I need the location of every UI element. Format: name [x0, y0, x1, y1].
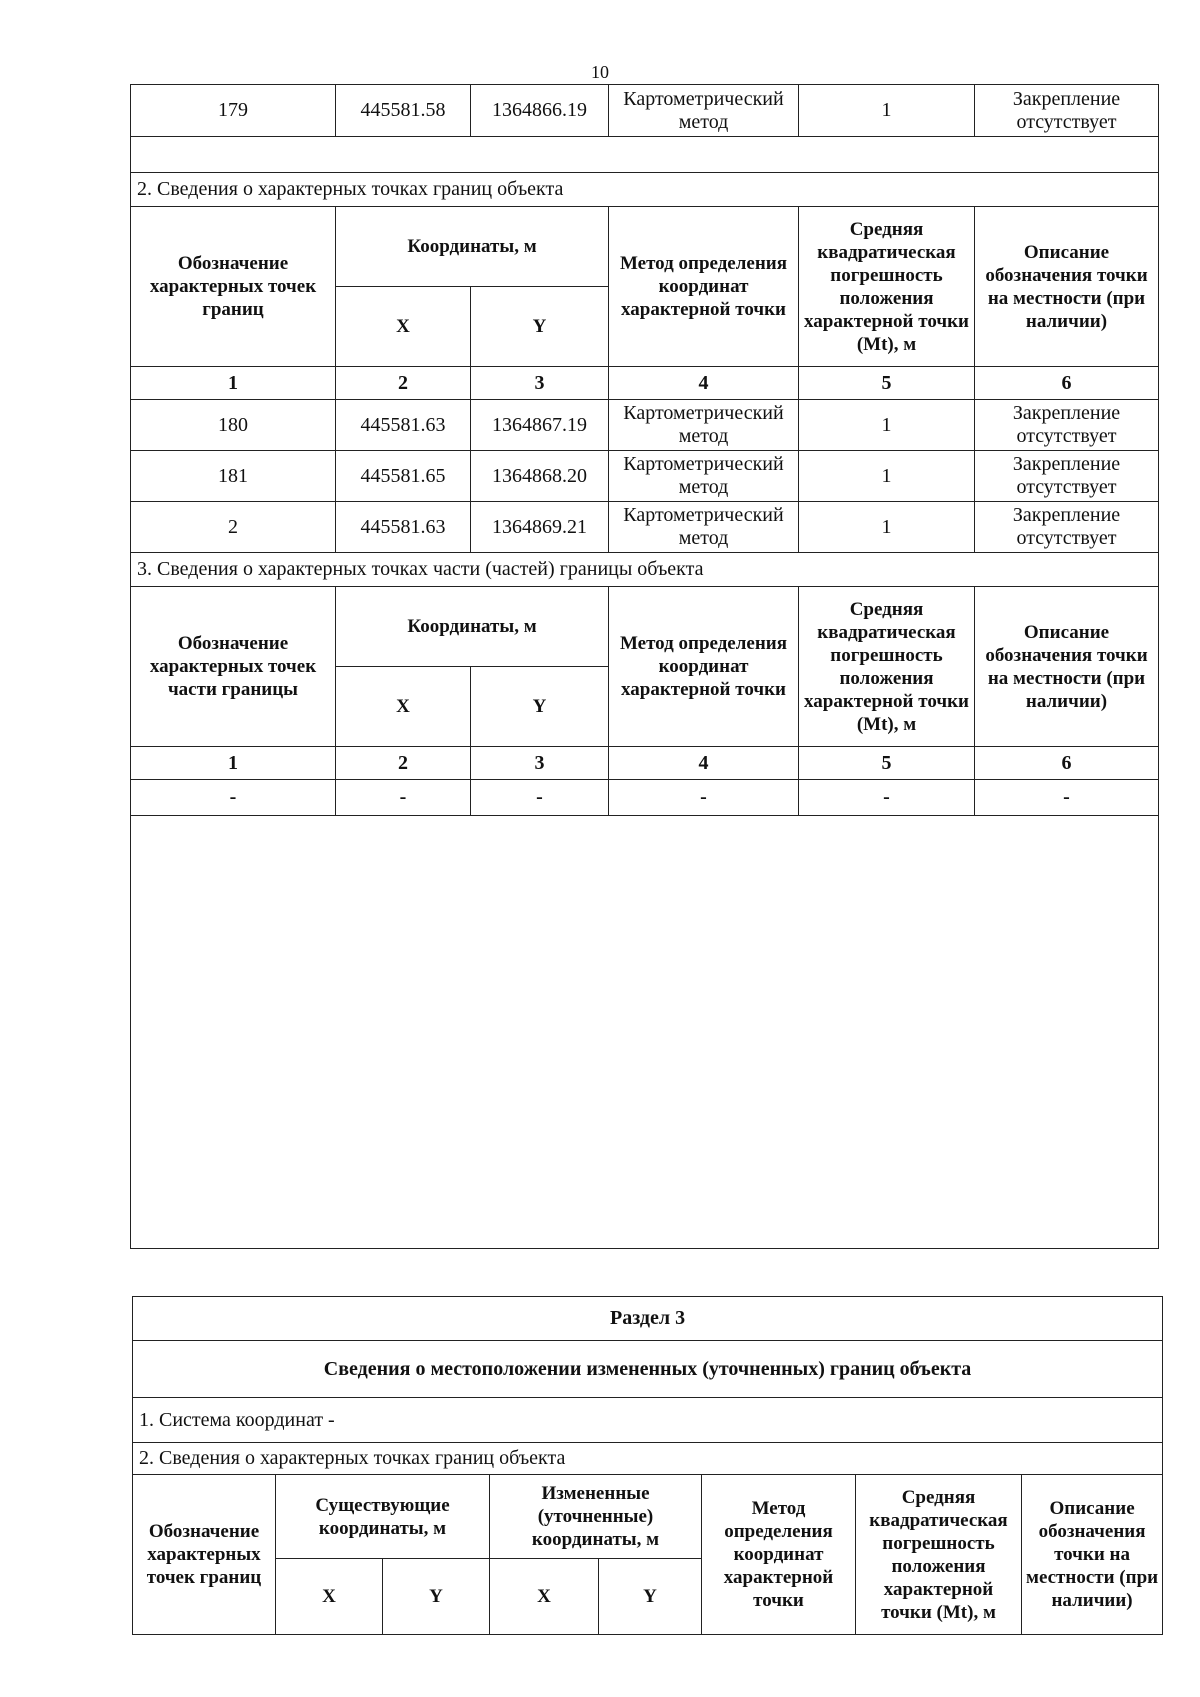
- col-number: 1: [131, 367, 336, 400]
- header-x: X: [336, 287, 471, 367]
- points-title: 2. Сведения о характерных точках границ объекта: [133, 1443, 1163, 1475]
- col-number: 4: [609, 367, 799, 400]
- method-cell: Картометрический метод: [609, 451, 799, 502]
- header-method: Метод определения координат характерной точки: [702, 1475, 856, 1635]
- method-cell: Картометрический метод: [609, 85, 799, 137]
- y-cell: 1364866.19: [471, 85, 609, 137]
- method-cell: Картометрический метод: [609, 400, 799, 451]
- header-accuracy: Средняя квадратическая погрешность положения характерной точки (Mt), м: [856, 1475, 1022, 1635]
- coord-system: 1. Система координат -: [133, 1398, 1163, 1443]
- table3-header-row: [131, 587, 1159, 667]
- x-cell: 445581.65: [336, 451, 471, 502]
- description-cell: Закрепление отсутствует: [975, 85, 1159, 137]
- header-coords: Координаты, м: [336, 587, 609, 667]
- accuracy-cell: 1: [799, 85, 975, 137]
- x-cell: 445581.63: [336, 400, 471, 451]
- razdel-subtitle: Сведения о местоположении измененных (уточненных) границ объекта: [133, 1341, 1163, 1398]
- col-number: 5: [799, 367, 975, 400]
- header-accuracy: Средняя квадратическая погрешность положения характерной точки (Mt), м: [799, 207, 975, 367]
- accuracy-cell: 1: [799, 451, 975, 502]
- dash-cell: -: [799, 780, 975, 816]
- table-row: [131, 451, 1159, 502]
- coord-system-row: [133, 1398, 1163, 1443]
- col-number: 6: [975, 367, 1159, 400]
- section-3-title-row: [131, 553, 1159, 587]
- method-cell: Картометрический метод: [609, 502, 799, 553]
- header-y: Y: [383, 1559, 490, 1635]
- section-3-title: 3. Сведения о характерных точках части (частей) границы объекта: [131, 553, 1159, 587]
- header-x: X: [276, 1559, 383, 1635]
- y-cell: 1364867.19: [471, 400, 609, 451]
- dash-cell: -: [471, 780, 609, 816]
- table-row: [131, 502, 1159, 553]
- col-number: 1: [131, 747, 336, 780]
- header-method: Метод определения координат характерной точки: [609, 587, 799, 747]
- header-point: Обозначение характерных точек границ: [133, 1475, 276, 1635]
- header-description: Описание обозначения точки на местности (при наличии): [1022, 1475, 1163, 1635]
- table-row: [131, 780, 1159, 816]
- header-description: Описание обозначения точки на местности (при наличии): [975, 587, 1159, 747]
- col-number: 6: [975, 747, 1159, 780]
- column-number-row: [131, 747, 1159, 780]
- header-coords: Координаты, м: [336, 207, 609, 287]
- table2-header-row: [131, 207, 1159, 287]
- accuracy-cell: 1: [799, 502, 975, 553]
- header-y: Y: [599, 1559, 702, 1635]
- col-number: 3: [471, 747, 609, 780]
- description-cell: Закрепление отсутствует: [975, 502, 1159, 553]
- header-y: Y: [471, 287, 609, 367]
- col-number: 3: [471, 367, 609, 400]
- header-existing-coords: Существующие координаты, м: [276, 1475, 490, 1559]
- empty-area: [131, 816, 1159, 1249]
- y-cell: 1364868.20: [471, 451, 609, 502]
- razdel-3-table: [132, 1296, 1163, 1635]
- column-number-row: [131, 367, 1159, 400]
- dash-cell: -: [975, 780, 1159, 816]
- section-2-title: 2. Сведения о характерных точках границ объекта: [131, 173, 1159, 207]
- point-cell: 180: [131, 400, 336, 451]
- header-changed-coords: Измененные (уточненные) координаты, м: [490, 1475, 702, 1559]
- dash-cell: -: [131, 780, 336, 816]
- empty-row: [131, 137, 1159, 173]
- razdel-header-row: [133, 1475, 1163, 1559]
- point-cell: 179: [131, 85, 336, 137]
- table-row: [131, 400, 1159, 451]
- header-point: Обозначение характерных точек границ: [131, 207, 336, 367]
- description-cell: Закрепление отсутствует: [975, 451, 1159, 502]
- table-row: [131, 85, 1159, 137]
- header-point: Обозначение характерных точек части границы: [131, 587, 336, 747]
- y-cell: 1364869.21: [471, 502, 609, 553]
- page-number: 10: [591, 62, 609, 82]
- points-title-row: [133, 1443, 1163, 1475]
- point-cell: 181: [131, 451, 336, 502]
- header-description: Описание обозначения точки на местности (при наличии): [975, 207, 1159, 367]
- point-cell: 2: [131, 502, 336, 553]
- x-cell: 445581.58: [336, 85, 471, 137]
- header-x: X: [490, 1559, 599, 1635]
- header-y: Y: [471, 667, 609, 747]
- razdel-title: Раздел 3: [133, 1297, 1163, 1341]
- header-x: X: [336, 667, 471, 747]
- header-accuracy: Средняя квадратическая погрешность положения характерной точки (Mt), м: [799, 587, 975, 747]
- dash-cell: -: [336, 780, 471, 816]
- accuracy-cell: 1: [799, 400, 975, 451]
- section-2-title-row: [131, 173, 1159, 207]
- header-method: Метод определения координат характерной точки: [609, 207, 799, 367]
- upper-table: [130, 84, 1159, 1249]
- description-cell: Закрепление отсутствует: [975, 400, 1159, 451]
- col-number: 2: [336, 367, 471, 400]
- col-number: 5: [799, 747, 975, 780]
- col-number: 2: [336, 747, 471, 780]
- dash-cell: -: [609, 780, 799, 816]
- x-cell: 445581.63: [336, 502, 471, 553]
- col-number: 4: [609, 747, 799, 780]
- razdel-subtitle-row: [133, 1341, 1163, 1398]
- razdel-title-row: [133, 1297, 1163, 1341]
